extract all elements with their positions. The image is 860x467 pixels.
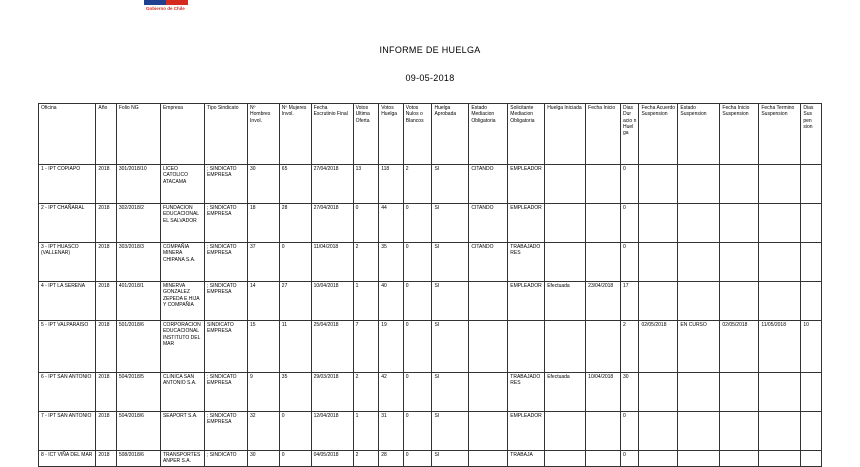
table-cell: 2018 (96, 373, 116, 412)
table-cell (720, 282, 759, 321)
table-cell: 501/2018/6 (116, 321, 160, 373)
table-cell: LICEO CATOLICO ATACAMA (160, 165, 204, 204)
column-header: Año (96, 104, 116, 165)
table-cell: SI (432, 412, 469, 451)
table-cell (759, 204, 801, 243)
column-header: Oficina (39, 104, 96, 165)
table-cell: 31 (379, 412, 404, 451)
table-cell: 02/05/2018 (720, 321, 759, 373)
table-cell (720, 204, 759, 243)
table-cell: MINERVA GONZALEZ ZEPEDA E HIJA Y COMPAÑIA (160, 282, 204, 321)
table-cell: 11/04/2018 (311, 243, 353, 282)
column-header: Nº Hombres Invol. (248, 104, 280, 165)
table-cell: CLINICA SAN ANTONIO S.A. (160, 373, 204, 412)
table-cell: 0 (279, 243, 311, 282)
table-cell (801, 451, 822, 467)
table-cell (586, 165, 621, 204)
table-cell: 19 (379, 321, 404, 373)
table-cell (586, 412, 621, 451)
table-cell: 302/2018/2 (116, 204, 160, 243)
table-cell: ; SINDICATO EMPRESA (205, 165, 248, 204)
table-cell: EMPLEADOR (508, 165, 545, 204)
table-cell (469, 412, 508, 451)
table-cell: EMPLEADOR (508, 282, 545, 321)
column-header: Dias Dur acio n Huel ga (621, 104, 639, 165)
table-cell: 2018 (96, 321, 116, 373)
table-cell: 10/04/2018 (586, 373, 621, 412)
table-cell (545, 412, 586, 451)
table-cell (469, 282, 508, 321)
report-date: 09-05-2018 (405, 73, 455, 83)
table-cell: 4 - IPT LA SERENA (39, 282, 96, 321)
table-cell: 0 (403, 282, 432, 321)
table-row (39, 321, 822, 373)
table-cell: 0 (403, 243, 432, 282)
table-cell (545, 243, 586, 282)
logo-blue-band (144, 0, 166, 5)
table-cell: 27/04/2018 (311, 165, 353, 204)
table-cell: 0 (621, 165, 639, 204)
table-cell (639, 165, 678, 204)
table-cell: 15 (248, 321, 280, 373)
table-cell (545, 165, 586, 204)
column-header: Fecha Acuerdo Suspension (639, 104, 678, 165)
column-header: Empresa (160, 104, 204, 165)
table-cell: 5 - IPT VALPARAISO (39, 321, 96, 373)
table-cell: 0 (279, 451, 311, 467)
table-cell: 0 (403, 204, 432, 243)
table-cell: 0 (353, 204, 379, 243)
table-cell (586, 451, 621, 467)
table-cell: 25/04/2018 (311, 321, 353, 373)
table-cell: 2018 (96, 451, 116, 467)
table-cell (545, 204, 586, 243)
table-cell (469, 321, 508, 373)
table-cell: Efectuada (545, 282, 586, 321)
column-header: Votos Ultima Oferta (353, 104, 379, 165)
table-cell: 11 (279, 321, 311, 373)
table-cell (801, 373, 822, 412)
table-cell: 2018 (96, 412, 116, 451)
table-cell (469, 373, 508, 412)
table-cell: CITANDO (469, 165, 508, 204)
table-cell: 65 (279, 165, 311, 204)
table-cell: SI (432, 243, 469, 282)
table-cell: COMPAÑIA MINERA CHIPANA S.A. (160, 243, 204, 282)
table-cell: 10 (801, 321, 822, 373)
table-cell: SI (432, 282, 469, 321)
table-cell: 14 (248, 282, 280, 321)
table-cell: SINDICATO EMPRESA (205, 321, 248, 373)
table-cell (678, 373, 720, 412)
table-cell: 0 (403, 412, 432, 451)
table-cell (759, 243, 801, 282)
table-cell: 29/03/2018 (311, 373, 353, 412)
table-cell: 2 (353, 243, 379, 282)
table-cell: 504/2018/6 (116, 412, 160, 451)
table-cell: TRANSPORTES ANPER S.A. (160, 451, 204, 467)
table-cell (801, 243, 822, 282)
table-cell (720, 243, 759, 282)
column-header: Tipo Sindicato (205, 104, 248, 165)
table-cell: 40 (379, 282, 404, 321)
table-cell: 12/04/2018 (311, 412, 353, 451)
table-row (39, 243, 822, 282)
strike-report-table (38, 103, 822, 467)
table-cell: SI (432, 373, 469, 412)
table-header-row (39, 104, 822, 165)
table-cell: 2 (353, 451, 379, 467)
table-cell (639, 373, 678, 412)
table-cell (801, 204, 822, 243)
table-cell: 30 (248, 451, 280, 467)
table-cell (678, 165, 720, 204)
table-cell: 1 (353, 282, 379, 321)
table-cell: TRABAJA (508, 451, 545, 467)
column-header: Dias Sus pen sion (801, 104, 822, 165)
table-cell: 301/2018/10 (116, 165, 160, 204)
table-cell (759, 165, 801, 204)
table-cell: 504/2018/5 (116, 373, 160, 412)
column-header: Estado Suspension (678, 104, 720, 165)
table-cell (639, 282, 678, 321)
column-header: Solicitante Mediacion Obligatoria (508, 104, 545, 165)
column-header: Nº Mujeres Invol. (279, 104, 311, 165)
table-cell: 27 (279, 282, 311, 321)
table-cell: 04/05/2018 (311, 451, 353, 467)
table-cell (508, 321, 545, 373)
table-cell: EMPLEADOR (508, 412, 545, 451)
table-cell: 10/04/2018 (311, 282, 353, 321)
table-cell: 1 (353, 412, 379, 451)
table-cell: 28 (279, 204, 311, 243)
table-cell: 44 (379, 204, 404, 243)
column-header: Fecha Inicio (586, 104, 621, 165)
table-cell (720, 412, 759, 451)
table-cell: SI (432, 451, 469, 467)
column-header: Votos Huelga (379, 104, 404, 165)
table-cell: 9 (248, 373, 280, 412)
table-cell (759, 412, 801, 451)
table-cell: 0 (621, 243, 639, 282)
table-cell (759, 451, 801, 467)
table-cell: 0 (403, 451, 432, 467)
table-cell: 32 (248, 412, 280, 451)
table-cell: 30 (248, 165, 280, 204)
table-cell: 02/05/2018 (639, 321, 678, 373)
table-cell (759, 282, 801, 321)
table-cell: 303/2018/3 (116, 243, 160, 282)
logo-label: Gobierno de Chile (146, 6, 185, 11)
table-cell: 2 - IPT CHAÑARAL (39, 204, 96, 243)
table-cell: EN CURSO (678, 321, 720, 373)
table-row (39, 373, 822, 412)
column-header: Huelga Iniciada (545, 104, 586, 165)
table-body (39, 165, 822, 467)
table-cell: TRABAJADORES (508, 373, 545, 412)
table-cell: SI (432, 321, 469, 373)
table-cell: 30 (621, 373, 639, 412)
table-cell (586, 321, 621, 373)
table-cell: 3 - IPT HUASCO (VALLENAR) (39, 243, 96, 282)
table-cell: SI (432, 165, 469, 204)
table-cell: 27/04/2018 (311, 204, 353, 243)
table-cell (678, 412, 720, 451)
table-cell: SEAPORT S.A. (160, 412, 204, 451)
report-title: INFORME DE HUELGA (379, 45, 481, 55)
table-cell (586, 243, 621, 282)
table-cell: 13 (353, 165, 379, 204)
table-cell: 2 (621, 321, 639, 373)
table-cell (720, 165, 759, 204)
table-cell: Efectuada (545, 373, 586, 412)
table-cell: 2018 (96, 282, 116, 321)
table-row (39, 282, 822, 321)
table-cell (639, 204, 678, 243)
table-cell (586, 204, 621, 243)
table-cell (639, 451, 678, 467)
table-cell (639, 412, 678, 451)
table-cell (720, 451, 759, 467)
column-header: Folio NG (116, 104, 160, 165)
table-cell: 0 (621, 204, 639, 243)
table-cell: 42 (379, 373, 404, 412)
table-cell (469, 451, 508, 467)
table-cell (801, 165, 822, 204)
table-cell (720, 373, 759, 412)
column-header: Huelga Aprobada (432, 104, 469, 165)
logo-red-band (166, 0, 188, 5)
table-cell: 23/04/2018 (586, 282, 621, 321)
table-cell: 2018 (96, 165, 116, 204)
table-cell: 11/05/2018 (759, 321, 801, 373)
table-cell: CORPORACION EDUCACIONAL INSTITUTO DEL MAR (160, 321, 204, 373)
table-cell: ; SINDICATO EMPRESA (205, 243, 248, 282)
table-cell: 0 (621, 412, 639, 451)
table-cell (678, 204, 720, 243)
table-cell: CITANDO (469, 204, 508, 243)
column-header: Fecha Inicio Suspension (720, 104, 759, 165)
table-cell: ; SINDICATO EMPRESA (205, 282, 248, 321)
column-header: Estado Mediacion Obligatoria (469, 104, 508, 165)
table-cell (759, 373, 801, 412)
table-cell: EMPLEADOR (508, 204, 545, 243)
table-cell (678, 451, 720, 467)
table-cell: ; SINDICATO (205, 451, 248, 467)
table-cell (801, 282, 822, 321)
table-cell: 18 (248, 204, 280, 243)
table-cell (545, 321, 586, 373)
table-cell: TRABAJADORES (508, 243, 545, 282)
column-header: Fecha Termino Suspension (759, 104, 801, 165)
table-row (39, 451, 822, 467)
table-cell: 0 (621, 451, 639, 467)
table-cell (545, 451, 586, 467)
table-cell: 0 (279, 412, 311, 451)
table-cell: FUNDACION EDUCACIONAL EL SALVADOR (160, 204, 204, 243)
table-cell: 2018 (96, 243, 116, 282)
table-cell: 0 (403, 373, 432, 412)
table-cell: 508/2018/6 (116, 451, 160, 467)
table-cell (801, 412, 822, 451)
column-header: Votos Nulos o Blancos (403, 104, 432, 165)
table-cell: SI (432, 204, 469, 243)
table-cell: 6 - IPT SAN ANTONIO (39, 373, 96, 412)
table-row (39, 412, 822, 451)
table-cell: 28 (379, 451, 404, 467)
table-cell (678, 282, 720, 321)
table-cell (639, 243, 678, 282)
table-cell: 35 (379, 243, 404, 282)
table-cell: 17 (621, 282, 639, 321)
table-cell (678, 243, 720, 282)
table-cell: 2 (403, 165, 432, 204)
table-cell: CITANDO (469, 243, 508, 282)
table-cell: 8 - ICT VIÑA DEL MAR (39, 451, 96, 467)
table-cell: 2 (353, 373, 379, 412)
table-cell: 37 (248, 243, 280, 282)
table-cell: ; SINDICATO EMPRESA (205, 412, 248, 451)
table-row (39, 165, 822, 204)
table-cell: 118 (379, 165, 404, 204)
table-cell: 401/2018/1 (116, 282, 160, 321)
table-cell: 7 (353, 321, 379, 373)
table-cell: ; SINDICATO EMPRESA (205, 373, 248, 412)
table-cell: 7 - IPT SAN ANTONIO (39, 412, 96, 451)
table-cell: ; SINDICATO EMPRESA (205, 204, 248, 243)
table-row (39, 204, 822, 243)
table-cell: 0 (403, 321, 432, 373)
table-cell: 35 (279, 373, 311, 412)
table-cell: 1 - IPT COPIAPO (39, 165, 96, 204)
government-logo (144, 0, 188, 14)
column-header: Fecha Escrutinio Final (311, 104, 353, 165)
table-cell: 2018 (96, 204, 116, 243)
